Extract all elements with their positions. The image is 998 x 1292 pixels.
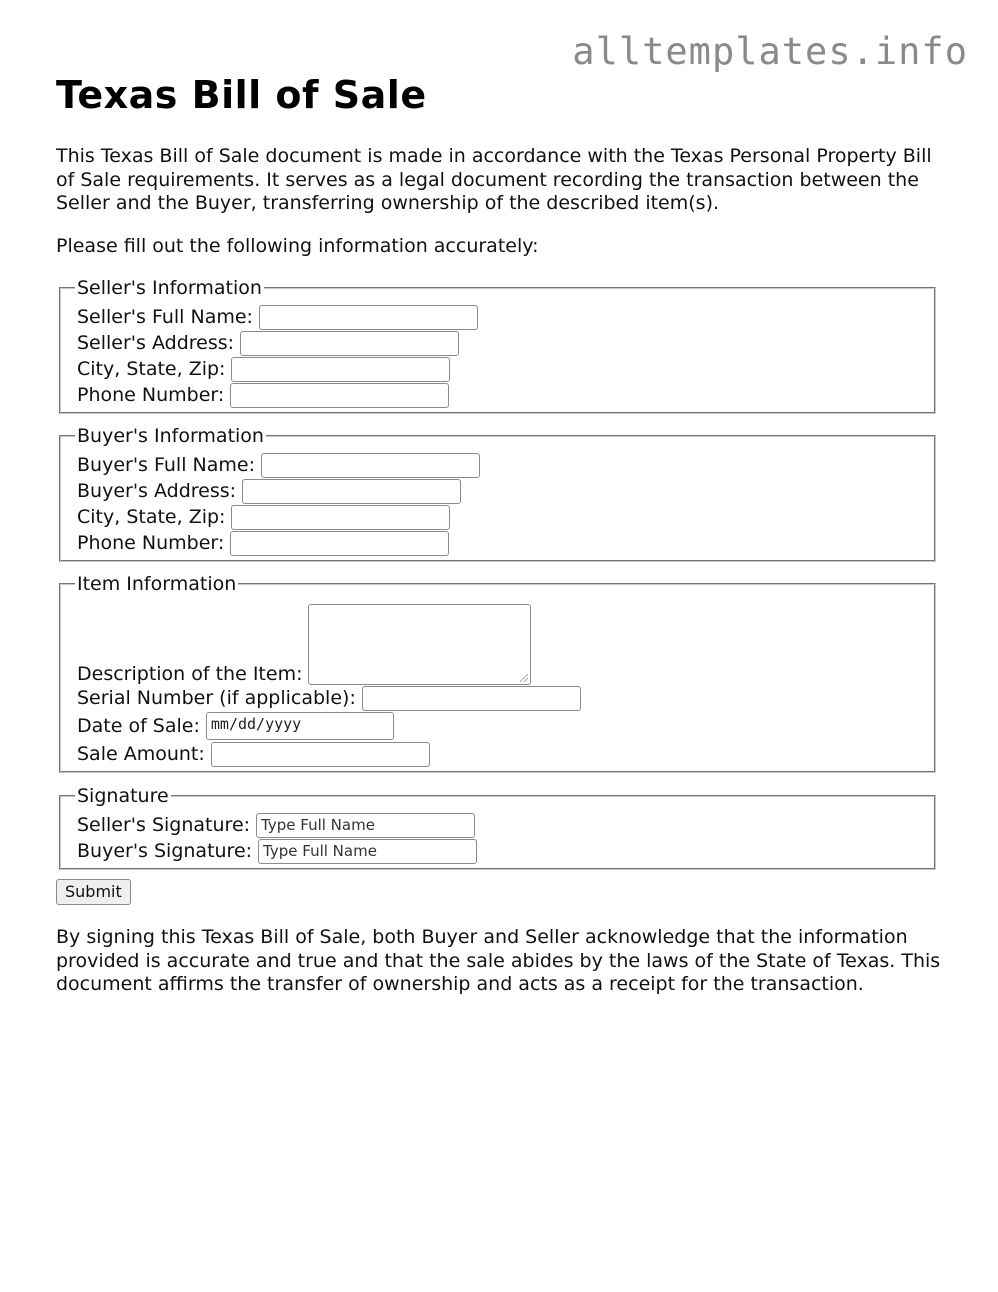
instruction-text: Please fill out the following information accurately: [56,235,539,257]
buyer-phone-input[interactable] [230,531,449,556]
signature-legend: Signature [77,785,169,807]
buyer-city-row [77,504,934,530]
item-description-label: Description of the Item: [77,663,303,685]
closing-paragraph: By signing this Texas Bill of Sale, both Buyer and Seller acknowledge that the information provided is accurate and true and that the sale abides by the laws of the State of Texas. This document affirms the transfer of ownership and acts as a receipt for the transaction. [56,926,941,995]
seller-info-section [59,277,936,414]
page-title: Texas Bill of Sale [56,73,427,117]
seller-signature-label: Seller's Signature: [77,814,251,836]
seller-phone-row [77,382,934,408]
signature-section [59,785,936,870]
buyer-name-input[interactable] [261,453,480,478]
seller-name-input[interactable] [259,305,478,330]
buyer-address-row [77,478,934,504]
buyer-address-label: Buyer's Address: [77,480,237,502]
buyer-address-input[interactable] [242,479,461,504]
item-description-textarea[interactable] [308,604,531,685]
seller-address-input[interactable] [240,331,459,356]
buyer-city-label: City, State, Zip: [77,506,226,528]
intro-paragraph: This Texas Bill of Sale document is made in accordance with the Texas Personal Property Bill of Sale requirements. It serves as a legal document recording the transaction between the Seller and the Buyer, transferring ownership of the described item(s). [56,145,932,214]
seller-signature-input[interactable]: Type Full Name [256,813,475,838]
buyer-info-legend: Buyer's Information [77,425,264,447]
serial-number-label: Serial Number (if applicable): [77,687,356,709]
buyer-signature-input[interactable]: Type Full Name [258,839,477,864]
date-of-sale-input[interactable]: mm/dd/yyyy [206,712,394,740]
buyer-signature-label: Buyer's Signature: [77,840,253,862]
buyer-signature-row [77,838,934,864]
buyer-phone-row [77,530,934,556]
seller-info-legend: Seller's Information [77,277,262,299]
seller-signature-row [77,812,934,838]
seller-phone-label: Phone Number: [77,384,225,406]
buyer-phone-label: Phone Number: [77,532,225,554]
seller-name-row [77,304,934,330]
seller-address-label: Seller's Address: [77,332,235,354]
seller-address-row [77,330,934,356]
item-info-legend: Item Information [77,573,237,595]
seller-phone-input[interactable] [230,383,449,408]
serial-number-input[interactable] [362,686,581,711]
sale-amount-label: Sale Amount: [77,743,205,765]
watermark: alltemplates.info [572,30,968,73]
submit-button[interactable]: Submit [56,879,131,905]
item-info-section [59,573,936,773]
buyer-city-input[interactable] [231,505,450,530]
serial-number-row [77,685,934,711]
buyer-name-row [77,452,934,478]
seller-city-input[interactable] [231,357,450,382]
buyer-info-section [59,425,936,562]
date-of-sale-row [77,711,934,741]
buyer-name-label: Buyer's Full Name: [77,454,255,476]
item-description-row [77,601,934,685]
sale-amount-input[interactable] [211,742,430,767]
seller-city-label: City, State, Zip: [77,358,226,380]
seller-name-label: Seller's Full Name: [77,306,253,328]
seller-city-row [77,356,934,382]
date-of-sale-label: Date of Sale: [77,715,200,737]
resize-grip-icon[interactable] [520,674,528,682]
sale-amount-row [77,741,934,767]
